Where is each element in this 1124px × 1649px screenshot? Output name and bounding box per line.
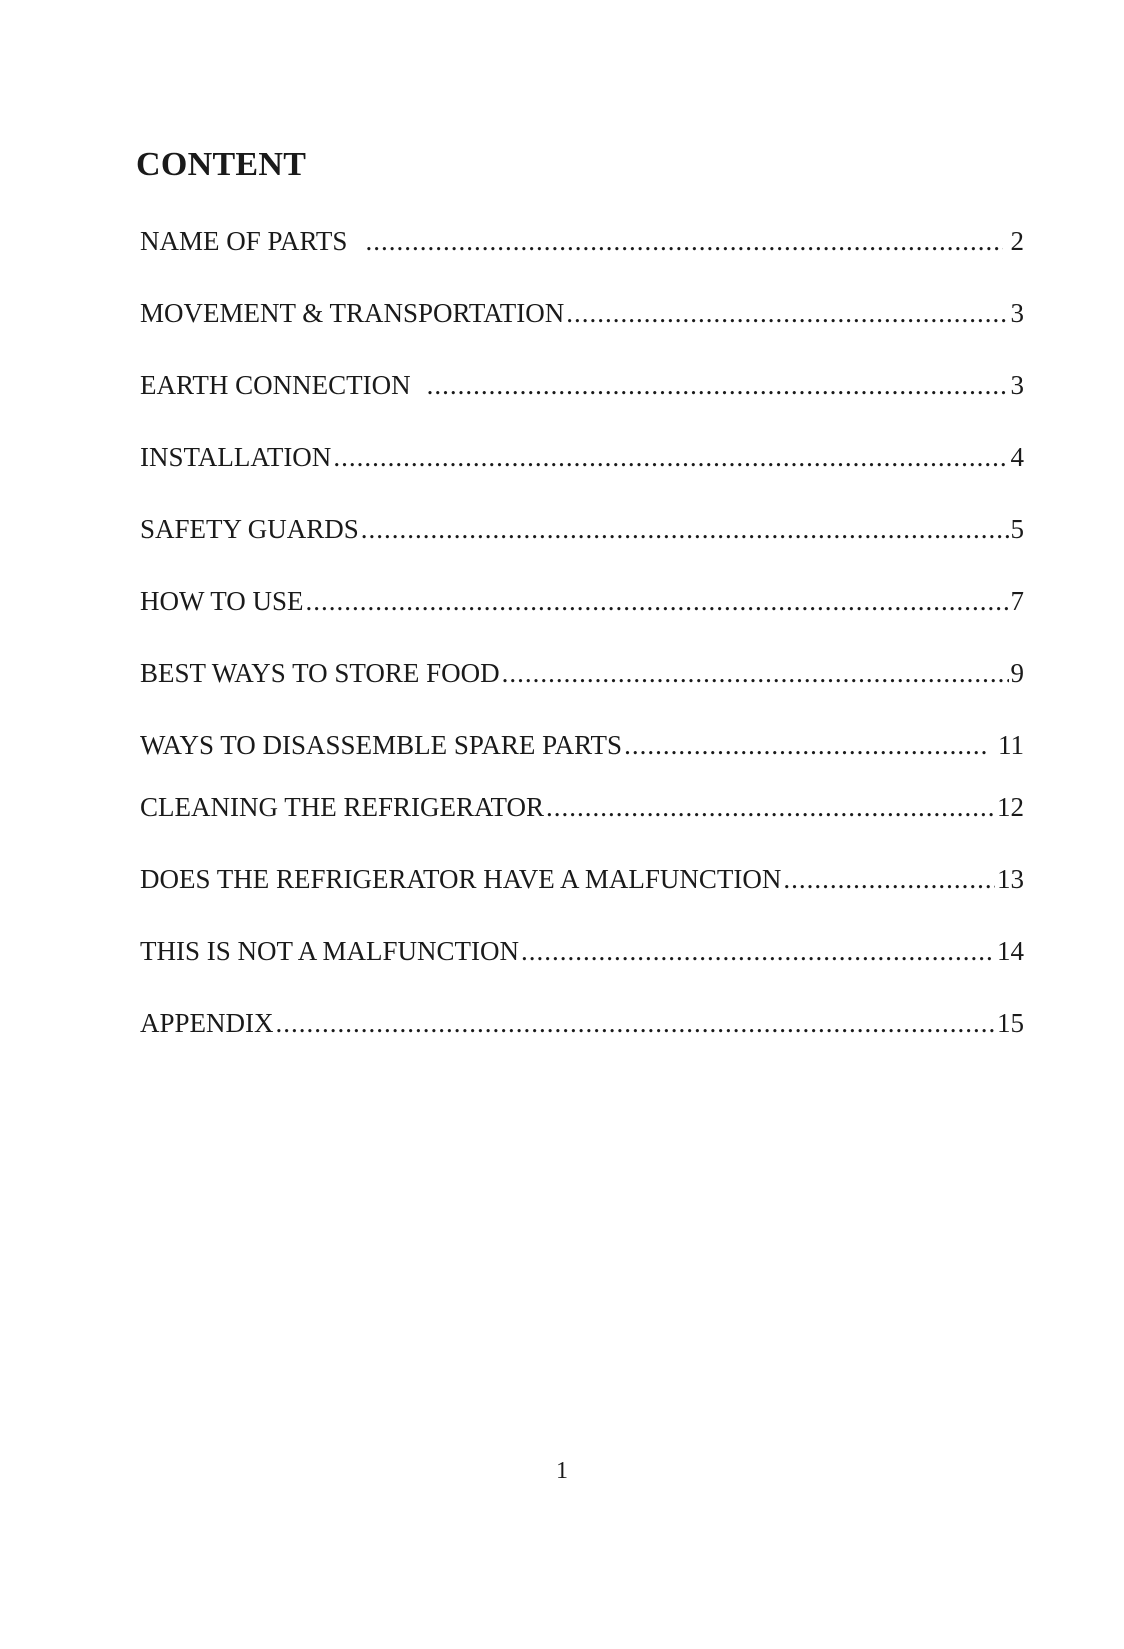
toc-entry-name-of-parts[interactable] — [140, 224, 1024, 258]
toc-dot-leader — [333, 440, 1008, 474]
toc-entry-ways-to-disassemble-spare-parts[interactable] — [140, 728, 1024, 762]
page-number: 1 — [556, 1458, 568, 1484]
toc-dot-leader — [783, 862, 995, 896]
toc-dot-leader — [502, 656, 1009, 690]
toc-entry-page: 11 — [998, 730, 1024, 760]
toc-entry-label: DOES THE REFRIGERATOR HAVE A MALFUNCTION — [140, 864, 782, 894]
toc-dot-leader — [276, 1006, 995, 1040]
toc-dot-leader — [546, 790, 995, 824]
toc-entry-label: HOW TO USE — [140, 586, 304, 616]
toc-entry-cleaning-the-refrigerator[interactable] — [140, 790, 1024, 824]
toc-entry-page: 2 — [1010, 226, 1024, 256]
toc-entry-page: 15 — [997, 1008, 1024, 1038]
toc-entry-this-is-not-a-malfunction[interactable] — [140, 934, 1024, 968]
toc-dot-leader — [306, 584, 1009, 618]
table-of-contents — [140, 0, 1024, 1649]
page-title: CONTENT — [136, 146, 307, 183]
toc-entry-label: MOVEMENT & TRANSPORTATION — [140, 298, 565, 328]
toc-dot-leader — [624, 728, 988, 762]
toc-entry-page: 7 — [1010, 586, 1024, 616]
toc-entry-does-the-refrigerator-have-a-malfunction[interactable] — [140, 862, 1024, 896]
toc-dot-leader — [521, 934, 991, 968]
toc-entry-page: 5 — [1010, 514, 1024, 544]
toc-entry-how-to-use[interactable] — [140, 584, 1024, 618]
toc-entry-label: EARTH CONNECTION — [140, 370, 411, 400]
toc-dot-leader — [361, 512, 1009, 546]
toc-dot-leader — [365, 224, 1002, 258]
toc-entry-label: BEST WAYS TO STORE FOOD — [140, 658, 500, 688]
toc-entry-page: 4 — [1010, 442, 1024, 472]
toc-entry-movement-transportation[interactable] — [140, 296, 1024, 330]
toc-dot-leader — [566, 296, 1008, 330]
toc-entry-safety-guards[interactable] — [140, 512, 1024, 546]
toc-entry-label: APPENDIX — [140, 1008, 274, 1038]
toc-entry-page: 13 — [997, 864, 1024, 894]
toc-entry-label: THIS IS NOT A MALFUNCTION — [140, 936, 520, 966]
toc-entry-installation[interactable] — [140, 440, 1024, 474]
toc-dot-leader — [427, 368, 1009, 402]
toc-entry-label: WAYS TO DISASSEMBLE SPARE PARTS — [140, 730, 623, 760]
toc-entry-page: 14 — [997, 936, 1024, 966]
toc-entry-label: CLEANING THE REFRIGERATOR — [140, 792, 545, 822]
toc-entry-page: 12 — [997, 792, 1024, 822]
toc-entry-label: NAME OF PARTS — [140, 226, 348, 256]
toc-entry-page: 3 — [1010, 298, 1024, 328]
toc-entry-page: 3 — [1010, 370, 1024, 400]
toc-entry-page: 9 — [1010, 658, 1024, 688]
toc-entry-best-ways-to-store-food[interactable] — [140, 656, 1024, 690]
toc-entry-label: INSTALLATION — [140, 442, 332, 472]
toc-entry-earth-connection[interactable] — [140, 368, 1024, 402]
toc-entry-appendix[interactable] — [140, 1006, 1024, 1040]
toc-entry-label: SAFETY GUARDS — [140, 514, 359, 544]
